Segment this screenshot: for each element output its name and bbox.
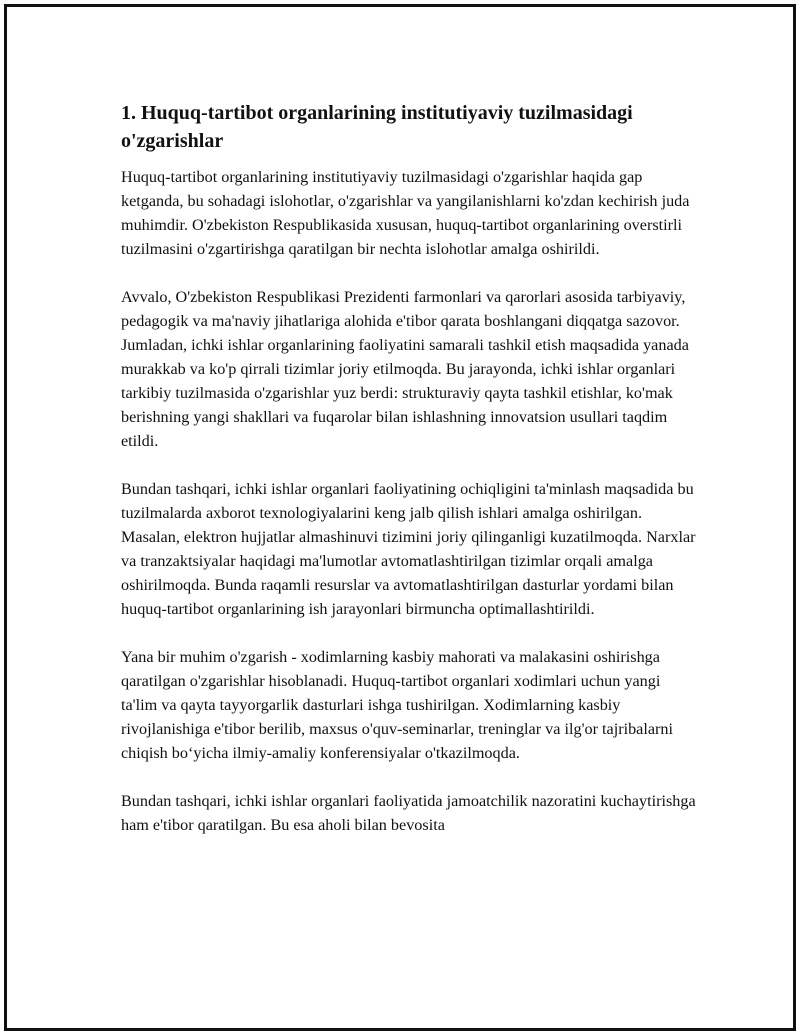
paragraph-5: Bundan tashqari, ichki ishlar organlari faoliyatida jamoatchilik nazoratini kuchaytirishga ham e'tibor qaratilgan. Bu esa aholi bilan bevosita [121, 792, 696, 834]
paragraph-3: Bundan tashqari, ichki ishlar organlari faoliyatining ochiqligini ta'minlash maqsadida bu tuzilmalarda axborot texnologiyalarini keng jalb qilish ishlari amalga oshirilgan. Masalan, elektron hujjatlar almashinuvi tizimini joriy qilinganligi kuzatilmoqda. Narxlar va tranzaktsiyalar haqidagi ma'lumotlar avtomatlashtirilgan tizimlar orqali amalga oshirilmoqda. Bunda raqamli resurslar va avtomatlashtirilgan dasturlar yordami bilan huquq-tartibot organlarining ish jarayonlari birmuncha optimallashtirildi. [121, 480, 696, 618]
page-frame [4, 4, 796, 1031]
paragraph-1: Huquq-tartibot organlarining institutiyaviy tuzilmasidagi o'zgarishlar haqida gap ketganda, bu sohadagi islohotlar, o'zgarishlar va yangilanishlarni ko'zdan kechirish juda muhimdir. O'zbekiston Respublikasida xususan, huquq-tartibot organlarining overstirli tuzilmasini o'zgartirishga qaratilgan bir nechta islohotlar amalga oshirildi. [121, 168, 690, 258]
document-body [121, 99, 697, 861]
paragraph-2: Avvalo, O'zbekiston Respublikasi Prezidenti farmonlari va qarorlari asosida tarbiyaviy, pedagogik va ma'naviy jihatlariga alohida e'tibor qarata boshlangani diqqatga sazovor. Jumladan, ichki ishlar organlarining faoliyatini samarali tashkil etish maqsadida yanada murakkab va ko'p qirrali tizimlar joriy etilmoqda. Bu jarayonda, ichki ishlar organlari tarkibiy tuzilmasida o'zgarishlar yuz berdi: strukturaviy qayta tashkil etishlar, ko'mak berishning yangi shakllari va fuqarolar bilan ishlashning innovatsion usullari taqdim etildi. [121, 288, 689, 450]
section-heading: 1. Huquq-tartibot organlarining institutiyaviy tuzilmasidagi o'zgarishlar [121, 102, 633, 152]
paragraph-4: Yana bir muhim o'zgarish - xodimlarning kasbiy mahorati va malakasini oshirishga qaratilgan o'zgarishlar hisoblanadi. Huquq-tartibot organlari xodimlari uchun yangi ta'lim va qayta tayyorgarlik dasturlari ishga tushirilgan. Xodimlarning kasbiy rivojlanishiga e'tibor berilib, maxsus o'quv-seminarlar, treninglar va ilg'or tajribalarni chiqish bo‘yicha ilmiy-amaliy konferensiyalar o'tkazilmoqda. [121, 648, 674, 762]
